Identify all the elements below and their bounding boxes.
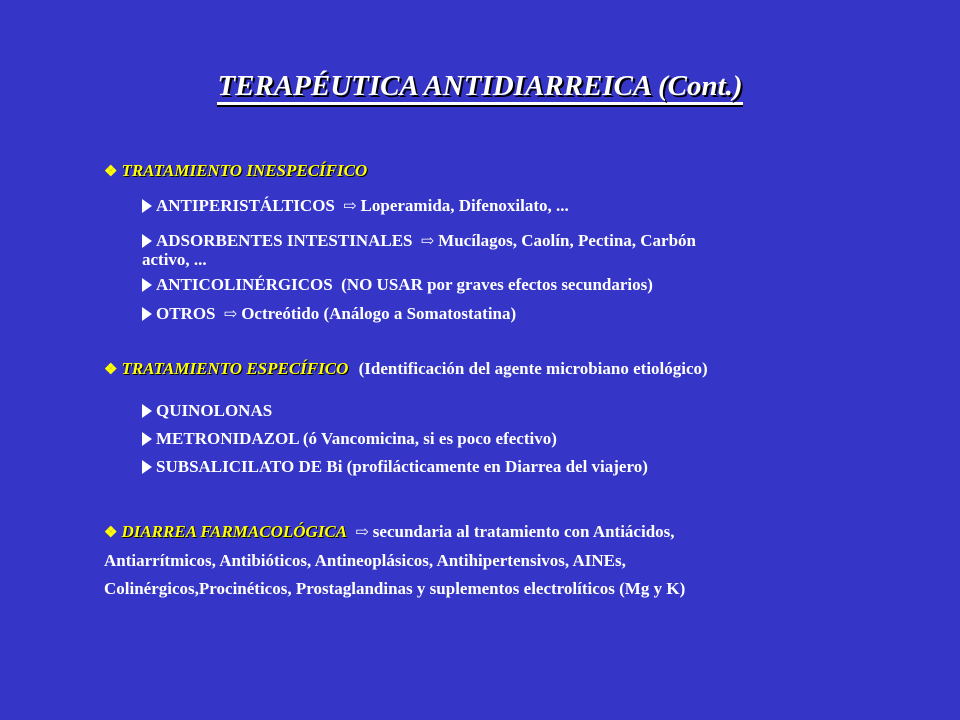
arrowhead-bullet-icon (142, 307, 152, 321)
item-detail: Octreótido (Análogo a Somatostatina) (241, 304, 517, 323)
list-item-otros (142, 304, 516, 325)
diamond-bullet-icon: ❖ (104, 164, 118, 180)
arrowhead-bullet-icon (142, 278, 152, 292)
right-outline-arrow-icon: ⇨ (343, 198, 357, 215)
item-detail-continued: activo, ... (142, 250, 207, 269)
section-heading-inespecifico (104, 160, 367, 183)
item-detail: Mucílagos, Caolín, Pectina, Carbón (438, 231, 697, 250)
list-item-metronidazol (142, 429, 557, 449)
section-farmacologica (104, 518, 844, 603)
section-heading-detail: (Identificación del agente microbiano etiológico) (358, 359, 708, 378)
item-label: ANTIPERISTÁLTICOS (156, 196, 335, 215)
item-label: OTROS (156, 304, 216, 323)
arrowhead-bullet-icon (142, 432, 152, 446)
list-item-quinolonas (142, 401, 272, 421)
paragraph-line: Colinérgicos,Procinéticos, Prostaglandinas y suplementos electrolíticos (Mg y K) (104, 579, 686, 598)
item-label: QUINOLONAS (156, 401, 273, 420)
slide-title (0, 66, 960, 106)
diamond-bullet-icon: ❖ (104, 525, 118, 541)
arrowhead-bullet-icon (142, 404, 152, 418)
arrowhead-bullet-icon (142, 460, 152, 474)
section-heading-text: DIARREA FARMACOLÓGICA (121, 522, 348, 541)
diamond-bullet-icon: ❖ (104, 362, 118, 378)
item-label: SUBSALICILATO DE Bi (profilácticamente en Diarrea del viajero) (156, 457, 648, 476)
right-outline-arrow-icon: ⇨ (355, 524, 369, 541)
slide-title-text: TERAPÉUTICA ANTIDIARREICA (Cont.) (217, 70, 742, 105)
section-heading-text: TRATAMIENTO ESPECÍFICO (121, 359, 349, 378)
section-heading-farmacologica (104, 518, 844, 547)
section-heading-text: TRATAMIENTO INESPECÍFICO (121, 161, 368, 180)
list-item-adsorbentes (142, 231, 822, 270)
paragraph-line: Antiarrítmicos, Antibióticos, Antineoplásicos, Antihipertensivos, AINEs, (104, 551, 626, 570)
right-outline-arrow-icon: ⇨ (420, 233, 435, 250)
section-heading-especifico (104, 358, 708, 381)
item-detail: Loperamida, Difenoxilato, ... (360, 196, 569, 215)
right-outline-arrow-icon: ⇨ (223, 306, 238, 323)
section-heading-detail: secundaria al tratamiento con Antiácidos, (372, 522, 675, 541)
arrowhead-bullet-icon (142, 199, 152, 213)
list-item-anticolinergicos (142, 275, 653, 295)
list-item-subsalicilato (142, 457, 648, 477)
item-label: METRONIDAZOL (ó Vancomicina, si es poco efectivo) (156, 429, 557, 448)
item-label: ANTICOLINÉRGICOS (NO USAR por graves efectos secundarios) (156, 275, 653, 294)
arrowhead-bullet-icon (142, 234, 152, 248)
item-label: ADSORBENTES INTESTINALES (156, 231, 413, 250)
list-item-antiperistalticos (142, 196, 569, 217)
